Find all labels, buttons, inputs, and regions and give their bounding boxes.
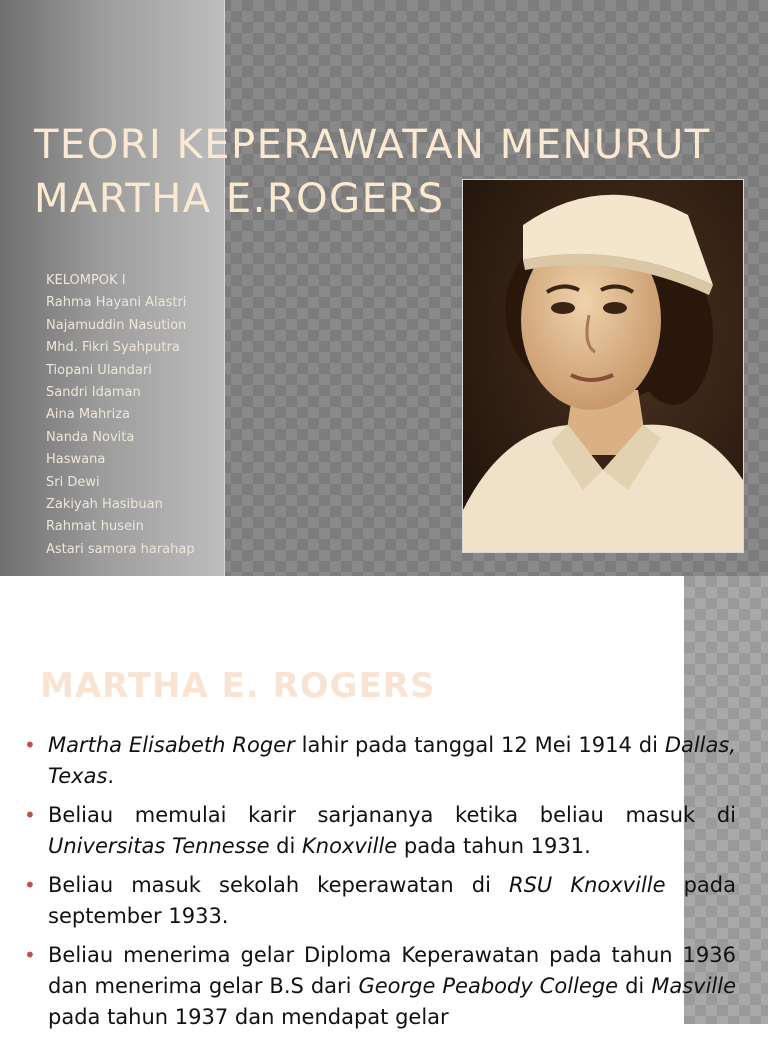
nurse-portrait-illustration [463,180,743,552]
italic-text-run: Masville [651,974,737,998]
biography-bullet-list [20,730,736,1041]
text-run: pada tahun 1931. [397,834,591,858]
member-name: Rahma Hayani Alastri [46,295,187,311]
bullet-item [20,870,736,932]
member-name: Sri Dewi [46,474,100,490]
text-run: di [618,974,652,998]
member-name: Tiopani Ulandari [46,362,152,378]
text-run: Beliau masuk sekolah keperawatan di [48,873,509,897]
italic-text-run: Knoxville [302,834,398,858]
section-heading: MARTHA E. ROGERS [40,666,436,706]
text-run: lahir pada tanggal 12 Mei 1914 di [294,733,665,757]
member-name: Astari samora harahap [46,541,195,557]
italic-text-run: RSU Knoxville [508,873,666,897]
bullet-item [20,940,736,1033]
italic-text-run: George Peabody College [358,974,619,998]
text-run: Beliau menerima gelar Diploma Keperawatan pada tahun 1936 dan menerima gelar B.S dari [48,943,736,998]
member-name: Nanda Novita [46,429,135,445]
italic-text-run: Martha Elisabeth Roger [48,733,295,757]
slide-title-line-2: MARTHA E.ROGERS [34,176,445,222]
member-name: Mhd. Fikri Syahputra [46,340,180,356]
portrait-photo [463,180,743,552]
text-run: pada tahun 1937 dan mendapat gelar [48,1005,449,1029]
member-name: Sandri Idaman [46,385,141,401]
text-run: di [269,834,302,858]
text-run: pada september 1933. [48,873,736,928]
member-name: Zakiyah Hasibuan [46,497,163,513]
italic-text-run: Universitas Tennesse [48,834,270,858]
bullet-item [20,800,736,862]
bullet-item [20,730,736,792]
slide-title-line-1: TEORI KEPERAWATAN MENURUT [34,122,711,168]
group-member-list [46,270,221,561]
member-name: Aina Mahriza [46,407,131,423]
text-run: Beliau memulai karir sarjananya ketika beliau masuk di [48,803,736,827]
italic-text-run: Dallas, Texas [48,733,737,788]
group-label: KELOMPOK I [46,273,126,288]
member-name: Najamuddin Nasution [46,317,187,333]
text-run: . [107,764,115,788]
member-name: Haswana [46,452,106,468]
member-name: Rahmat husein [46,519,144,535]
